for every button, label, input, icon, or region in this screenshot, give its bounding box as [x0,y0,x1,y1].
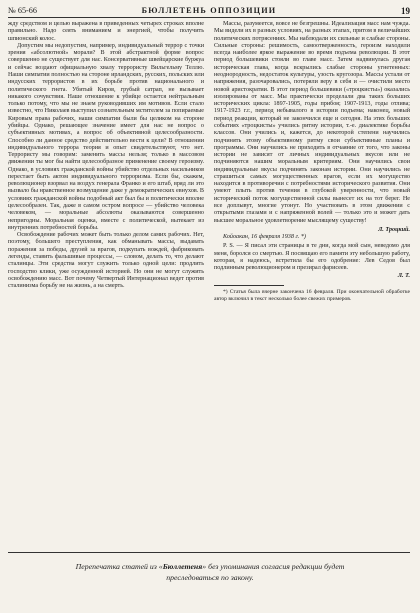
notice-prefix: Перепечатка статей из « [75,562,163,571]
paragraph: Массы, разумеется, вовсе не безгрешны. Идеализация масс нам чужда. Мы видели их в разных условиях, на разных этапах, притом в величайших политических потрясениях. Мы наблюдали их сильные и слабые стороны. Сильные стороны: решимость, самоотверженность, героизм находили всегда наиболее яркое выражение во время подъема революции. В этот период большевики стояли во главе масс. Затем надвинулась другая историческая глава, когда вскрылись слабые стороны угнетенных: неоднородность, недостаток культуры, узость кругозора. Массы устали от напряжения, разочаровались, потеряли веру в себя и — очистили место новой аристократии. В этот период большевики («троцкисты») оказались изолированы от масс. Мы практически проделали два таких больших исторических цикла: 1897-1905, годы прибоя; 1907-1913, годы отлива; 1917-1923 г.г., период небывалого в истории подъема; наконец, новый период реакции, который не закончился еще и сегодня. На этих больших событиях «троцкисты» учились ритму истории, т.-е. диалектике борьбы классов. Они учились и, кажется, до некоторой степени научились подчинять этому объективному ритму свои субъективные планы и программы. Они научились не приходить в отчаяние от того, что законы истории не зависят от личных индивидуальных вкусов или не подчиняются нашим моральным критериям. Они научились свои индивидуальные вкусы подчинять законам истории. Они научились не страшиться самых могущественных врагов, если их могущество находится в противоречии с потребностями исторического развития. Они умеют плыть против течения в глубокой уверенности, что новый исторический поток могущественной силы вынесет их на тот берег. Не все доплывут, многие утонут. Но участвовать в этом движении с открытыми глазами и с напряженной волей — только это и может дать высшее моральное удовлетворение мыслящему существу! [214,21,410,224]
author-signature: Л. Троцкий. [378,226,410,233]
page-number: 19 [401,5,410,16]
header-rule [8,17,410,18]
paragraph: Освобождение рабочих может быть только делом самих рабочих. Нет, поэтому, большего преступления, как обманывать массы, выдавать поражения за победы, друзей за врагов, подкупать вождей, фабриковать легенды, ставить фальшивые процессы, — словом, делать то, что делают сталинцы. Эти средства могут служить только одной цели: продлить господство клики, уже осужденной историей. Но они не могут служить освобождению масс. Вот почему Четвертый Интернационал ведет против сталинизма борьбу не на жизнь, а на смерть. [8,232,204,290]
paragraph: Допустим мы недопустим, например, индивидуальный террор с точки зрения «абсолютной» морали? В этой абстрактной форме вопрос совершенно не существует для нас. Консервативные швейцарские буржуа и сейчас воздают официальную хвалу террористу Вильгельму Теллю. Наши симпатии полностью на стороне ирландских, русских, польских или индусских террористов в их борьбе против национального и политического гнета. Убитый Киров, грубый сатрап, не вызывает никакого сочувствия. Наше отношение к убийце остается нейтральным только потому, что мы не знаем руководивших им мотивов. Если стало известно, что Николаев выступил сознательным мстителем за попираемые Кировым права рабочих, наши симпатии были бы целиком на стороне убийцы. Однако, решающее значение имеет для нас не вопрос о субъективных мотивах, а вопрос об объективной целесообразности. Способно ли данное средство действительно вести к цели? В отношении индивидуального террора теория и опыт свидетельствуют, что нет. Террористу мы говорим: заменить массы нельзя; только в массовом движении ты мог бы найти целесообразное применение своему героизму. Однако, в условиях гражданской войны убийство отдельных насильников перестает быть актом индивидуального терроризма. Если бы, скажем, революционер взорвал на воздух генерала Франко и его штаб, вряд ли это вызвало бы нравственное возмущение даже у демократических евнухов. В условиях гражданской войны подобный акт был бы и политически вполне целесообразен. Так, даже в самом остром вопросе — убийство человека человеком, — моральные абсолюты оказываются совершенно непригодны. Моральная оценка, вместе с политической, вытекает из внутренних потребностей борьбы. [8,42,204,231]
bottom-rule [8,552,410,553]
notice-suffix: » без упоминания согласия редакции будет преследоваться по закону. [166,562,345,582]
reprint-notice [60,562,360,583]
postscript: P. S. — Я писал эти страницы в те дни, когда мой сын, неведомо для меня, боролся со смертью. Я посвящаю его памяти эту небольшую работу, которая, я надеюсь, встретила бы его одобрение: Лев Седов был подлинным революционером и презирал фарисеев. [214,243,410,272]
dateline: Койоакан, 16 февраля 1938 г. *) [223,234,306,241]
issue-number: № 65-66 [8,6,37,15]
footnote: *) Статья была вчерне закончена 16 февраля. При окончательной обработке автор включил в текст несколько более свежих примеров. [214,288,410,302]
journal-title: БЮЛЛЕТЕНЬ ОППОЗИЦИИ [141,6,277,15]
running-header [8,4,410,17]
notice-journal-name: Бюллетеня [162,562,203,571]
footnote-rule [214,285,284,286]
postscript-signature: Л. Т. [397,272,410,279]
left-column [8,21,204,290]
paragraph: жду средством и целью выражена в приведенных четырех строках вполне правильно. Надо сеять вниманием и энергией, чтобы получить шпионский колос. [8,21,204,42]
right-column [214,21,410,303]
